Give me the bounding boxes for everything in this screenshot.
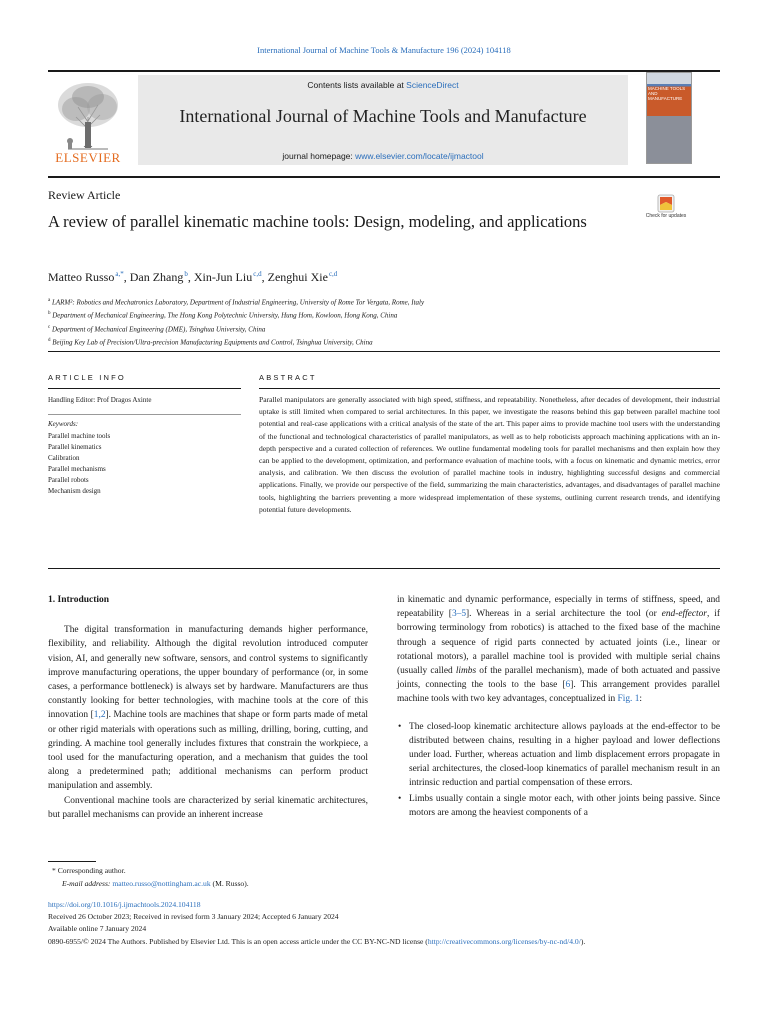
affiliation-text: Department of Mechanical Engineering, The Hong Kong Polytechnic University, Hung Hom, Kowloon, Hong Kong, China: [52, 311, 398, 320]
keyword-item: Parallel kinematics: [48, 443, 102, 451]
keyword-item: Parallel mechanisms: [48, 465, 106, 473]
abstract-heading: ABSTRACT: [259, 373, 317, 382]
body-paragraph: [397, 593, 720, 707]
citation-link[interactable]: 6: [565, 680, 571, 691]
author-affil-marker[interactable]: c,d: [328, 270, 338, 278]
emphasis-text: limbs: [455, 666, 477, 677]
journal-homepage-link[interactable]: www.elsevier.com/locate/ijmactool: [355, 151, 484, 161]
running-head[interactable]: International Journal of Machine Tools & Manufacture 196 (2024) 104118: [257, 45, 511, 55]
email-line: [62, 879, 249, 888]
body-text: in kinematic and dynamic performance, especially in terms of stiffness, speed, and repeatability [: [397, 595, 720, 620]
body-paragraph: [48, 623, 368, 793]
body-text: , if borrowing terminology from robotics) is attached to the fixed base of the machine through a sequence of rigid parts connected by actuated joints (i.e., linear or rotational motors), a parallel machine tool is provided with multiple serial chains (usually called: [397, 609, 720, 677]
emphasis-text: end-effector: [661, 609, 707, 620]
section-title: 1. Introduction: [48, 595, 110, 605]
abstract-rule: [259, 388, 720, 389]
affiliation-text: Beijing Key Lab of Precision/Ultra-precision Manufacturing Equipments and Control, Tsinghua University, China: [52, 338, 373, 347]
citation-link[interactable]: 1,2: [93, 710, 106, 721]
article-info-rule: [48, 388, 241, 389]
abstract-bottom-rule: [48, 568, 720, 569]
abstract-text: Parallel manipulators are generally associated with high speed, stiffness, and repeatability. Nonetheless, after decades of development, their industrial uptake is still limited when compared to serial architectures. In this paper, we investigate the reasons behind this gap between parallel machine tool potential and real-case applications with a critical analysis of the state of the art. This paper aims to provide machine tool users with the understanding of the functional and technological characteristics of parallel manipulators, as well as to help roboticists approach machining applications with an in-depth perspective and a curated collection of references. We outline fundamental modeling tools for parallel mechanisms and then explain how they can be applied to the development, optimization, and performance evaluation of machine tools, with a focus on kinematic and dynamic metrics, error analysis, and calibration. We then discuss the evolution of parallel machine tools in industry, highlighting successful designs and commercial applications. Finally, we provide our perspective of the field, summarizing the main characteristics, advantages, and disadvantages of parallel machine tools, highlighting the barriers preventing a more widespread implementation of these systems, outlining current research trends, and identifying potential future developments.: [259, 395, 720, 514]
contents-prefix: Contents lists available at: [307, 80, 407, 90]
affiliation-key: a: [48, 298, 51, 303]
author-name[interactable]: Matteo Russo: [48, 270, 115, 284]
license-text: 0890-6955/© 2024 The Authors. Published by Elsevier Ltd. This is an open access article under the CC BY-NC-ND license (: [48, 937, 428, 946]
handling-editor-rule: [48, 414, 241, 415]
body-text: :: [639, 694, 643, 705]
body-paragraph: Conventional machine tools are characterized by serial kinematic architectures, but parallel mechanisms can provide an inherent increase: [48, 795, 368, 820]
author-affil-marker[interactable]: c,d: [253, 270, 262, 278]
keyword-item: Mechanism design: [48, 487, 101, 495]
affiliation-item: [48, 295, 720, 308]
footnote-rule: [48, 861, 96, 862]
keyword-list: [48, 431, 110, 497]
email-suffix: (M. Russo).: [210, 879, 249, 888]
check-for-updates-icon[interactable]: [645, 193, 687, 231]
email-label: E-mail address:: [62, 879, 113, 888]
affiliation-key: d: [48, 337, 51, 343]
article-info-heading: ARTICLE INFO: [48, 373, 126, 382]
affiliation-key: c: [48, 324, 51, 330]
author-name[interactable]: Dan Zhang: [129, 270, 184, 284]
handling-editor: Handling Editor: Prof Dragos Axinte: [48, 396, 152, 404]
license-statement: [48, 936, 720, 948]
keyword-item: Parallel machine tools: [48, 432, 111, 440]
masthead-bottom-rule: [48, 176, 720, 178]
article-type: Review Article: [48, 188, 121, 202]
affiliation-text: Department of Mechanical Engineering (DME), Tsinghua University, China: [51, 324, 266, 333]
body-text: ]. Machine tools are machines that shape or form parts made of metal or other rigid materials with operations such as milling, drilling, boring, cutting, and grinding. A machine tool generally includes fixtures that constrain the workpiece, a tool used for the manufacturing operation, and a mechanism that guides the tool along a predetermined path; additional mechanisms can perform product manipulation and assembly.: [48, 710, 368, 792]
affiliation-item: [48, 322, 720, 335]
body-text: The digital transformation in manufacturing demands higher performance, flexibility, and reliability. Although the digital revolution introduced computer vision, AI, and generally new software, sensors, and control systems to significantly improve manufacturing operations, the upper boundary of performance (or, in some cases, a performance bottleneck) is always set by hardware. Manufacturers are thus constantly looking for better technologies, with machine tools at the core of this innovation [: [48, 625, 368, 721]
bullet-item: • The closed-loop kinematic architecture allows payloads at the end-effector to be distributed between chains, resulting in a higher payload and lower deflections under load. Further, whereas actuation and limb displacement errors propagate in serial architectures, the closed-loop kinematics of parallel mechanism result in an intrinsic reduction and partial compensation of these errors.: [397, 720, 720, 791]
body-text: of the parallel mechanism), made of both actuated and passive joints, connecting the tools to the base [: [397, 666, 720, 691]
article-title: A review of parallel kinematic machine tools: Design, modeling, and applications: [48, 212, 587, 231]
license-link[interactable]: http://creativecommons.org/licenses/by-nc-nd/4.0/: [427, 937, 581, 946]
email-link[interactable]: matteo.russo@nottingham.ac.uk: [112, 879, 211, 888]
affiliation-key: b: [48, 311, 51, 317]
doi-link[interactable]: https://doi.org/10.1016/j.ijmachtools.2024.104118: [48, 900, 201, 909]
body-text: ]. Whereas in a serial architecture the tool (or: [466, 609, 662, 620]
body-right-column: [397, 593, 720, 820]
check-for-updates-label: Check for updates: [645, 213, 687, 219]
author-affil-marker[interactable]: a,*: [115, 270, 124, 278]
keywords-label: Keywords:: [48, 420, 79, 428]
keyword-item: Parallel robots: [48, 476, 89, 484]
affiliation-list: [48, 295, 720, 348]
bullet-item: • Limbs usually contain a single motor each, with other joints being passive. Since motors are among the heaviest components of a: [397, 792, 720, 820]
homepage-prefix: journal homepage:: [282, 151, 356, 161]
contents-line: [138, 80, 628, 90]
online-date: Available online 7 January 2024: [48, 924, 147, 933]
sciencedirect-link[interactable]: ScienceDirect: [406, 80, 459, 90]
figure-link[interactable]: Fig. 1: [617, 694, 640, 705]
author-name[interactable]: Xin-Jun Liu: [193, 270, 253, 284]
publisher-logo-text: ELSEVIER: [55, 150, 121, 165]
author-name[interactable]: Zenghui Xie: [267, 270, 328, 284]
author-list: Matteo Russo $^{a,*}$, Dan Zhang $^b$, Xin-Jun Liu $^{c,d}$, Zenghui Xie $^{c,d}$: [48, 270, 338, 284]
affiliation-rule: [48, 351, 720, 352]
top-rule: [48, 70, 720, 72]
journal-cover-text: MACHINE TOOLS AND MANUFACTURE: [648, 86, 686, 101]
body-left-column: [48, 593, 368, 822]
keyword-item: Calibration: [48, 454, 80, 462]
author-affil-marker[interactable]: b: [184, 270, 188, 278]
affiliation-item: [48, 335, 720, 348]
affiliation-text: LARM²: Robotics and Mechatronics Laboratory, Department of Industrial Engineering, University of Rome Tor Vergata, Rome, Italy: [51, 298, 425, 307]
body-text: ]. This arrangement provides parallel machine tools with two key advantages, conceptualized in: [397, 680, 720, 705]
corresponding-author-note: * Corresponding author.: [52, 866, 126, 875]
affiliation-item: [48, 308, 720, 321]
journal-title: International Journal of Machine Tools and Manufacture: [179, 106, 587, 126]
license-text: ).: [580, 937, 586, 946]
received-dates: Received 26 October 2023; Received in revised form 3 January 2024; Accepted 6 January 2024: [48, 912, 339, 921]
homepage-line: [138, 151, 628, 161]
citation-link[interactable]: 3–5: [451, 609, 466, 620]
